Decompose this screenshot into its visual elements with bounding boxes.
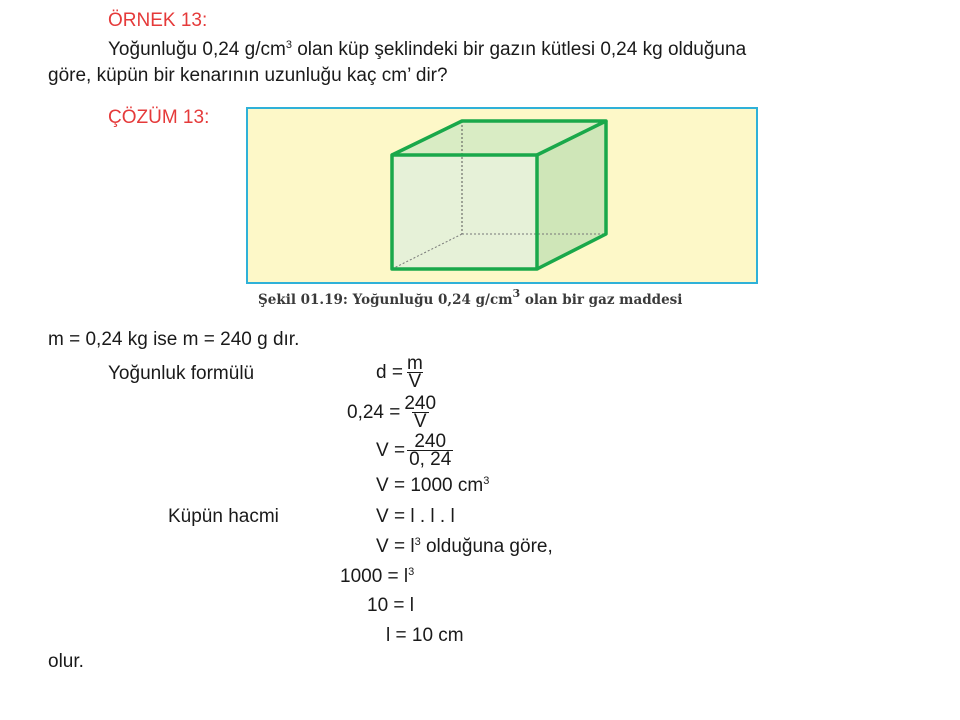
- eq2-numerator: 240: [404, 393, 437, 414]
- equation-cube-power: [376, 535, 553, 559]
- eq3-fraction: [407, 433, 453, 468]
- intro-line: m = 0,24 kg ise m = 240 g dır.: [48, 329, 300, 350]
- equation-volume-result: [376, 474, 489, 498]
- eq2-fraction: [402, 395, 438, 430]
- caption-sup: 3: [512, 287, 521, 300]
- cube-illustration: [248, 109, 756, 282]
- equation-ten: 10 = l: [367, 595, 415, 616]
- eq3-lhs: V =: [376, 439, 406, 461]
- example-label: ÖRNEK 13:: [108, 10, 208, 31]
- eq2-denominator: V: [413, 411, 427, 432]
- solution-label: ÇÖZÜM 13:: [108, 107, 210, 128]
- eq3-denominator: 0, 24: [409, 449, 452, 470]
- eq6-text-a: V = l: [376, 536, 415, 557]
- figure-caption: [258, 287, 683, 308]
- eq4-sup: 3: [483, 475, 490, 487]
- question-text-b: olan küp şeklindeki bir gazın kütlesi 0,24 kg olduğuna: [291, 39, 747, 60]
- caption-text-a: Şekil 01.19: Yoğunluğu 0,24 g/cm: [258, 292, 513, 308]
- equation-density: [376, 355, 425, 390]
- equation-cube-volume: V = l . l . l: [376, 506, 455, 527]
- eq1-lhs: d =: [376, 361, 403, 383]
- density-label: Yoğunluk formülü: [108, 363, 255, 384]
- eq6-sup: 3: [414, 536, 421, 548]
- eq1-denominator: V: [408, 371, 422, 392]
- question-line-2: göre, küpün bir kenarının uzunluğu kaç cm’ dir?: [48, 65, 448, 86]
- question-line-1: [108, 38, 746, 62]
- eq7-text: 1000 = l: [340, 566, 409, 587]
- eq1-numerator: m: [406, 353, 423, 374]
- eq3-numerator: 240: [414, 431, 447, 452]
- equation-final: l = 10 cm: [386, 625, 464, 646]
- cube-volume-label: Küpün hacmi: [168, 506, 279, 527]
- caption-text-b: olan bir gaz maddesi: [520, 292, 683, 308]
- eq1-fraction: [405, 355, 425, 390]
- eq2-lhs: 0,24 =: [347, 401, 401, 423]
- figure-panel: [246, 107, 758, 284]
- eq6-text-b: olduğuna göre,: [420, 536, 553, 557]
- eq7-sup: 3: [408, 566, 415, 578]
- equation-thousand: [340, 565, 414, 589]
- closing-text: olur.: [48, 651, 84, 672]
- eq4-text: V = 1000 cm: [376, 475, 484, 496]
- question-text-a: Yoğunluğu 0,24 g/cm: [108, 39, 286, 60]
- cube-front-face: [392, 155, 537, 269]
- equation-volume-fraction: [376, 433, 453, 468]
- equation-substitute: [347, 395, 438, 430]
- question-sup: 3: [285, 39, 292, 51]
